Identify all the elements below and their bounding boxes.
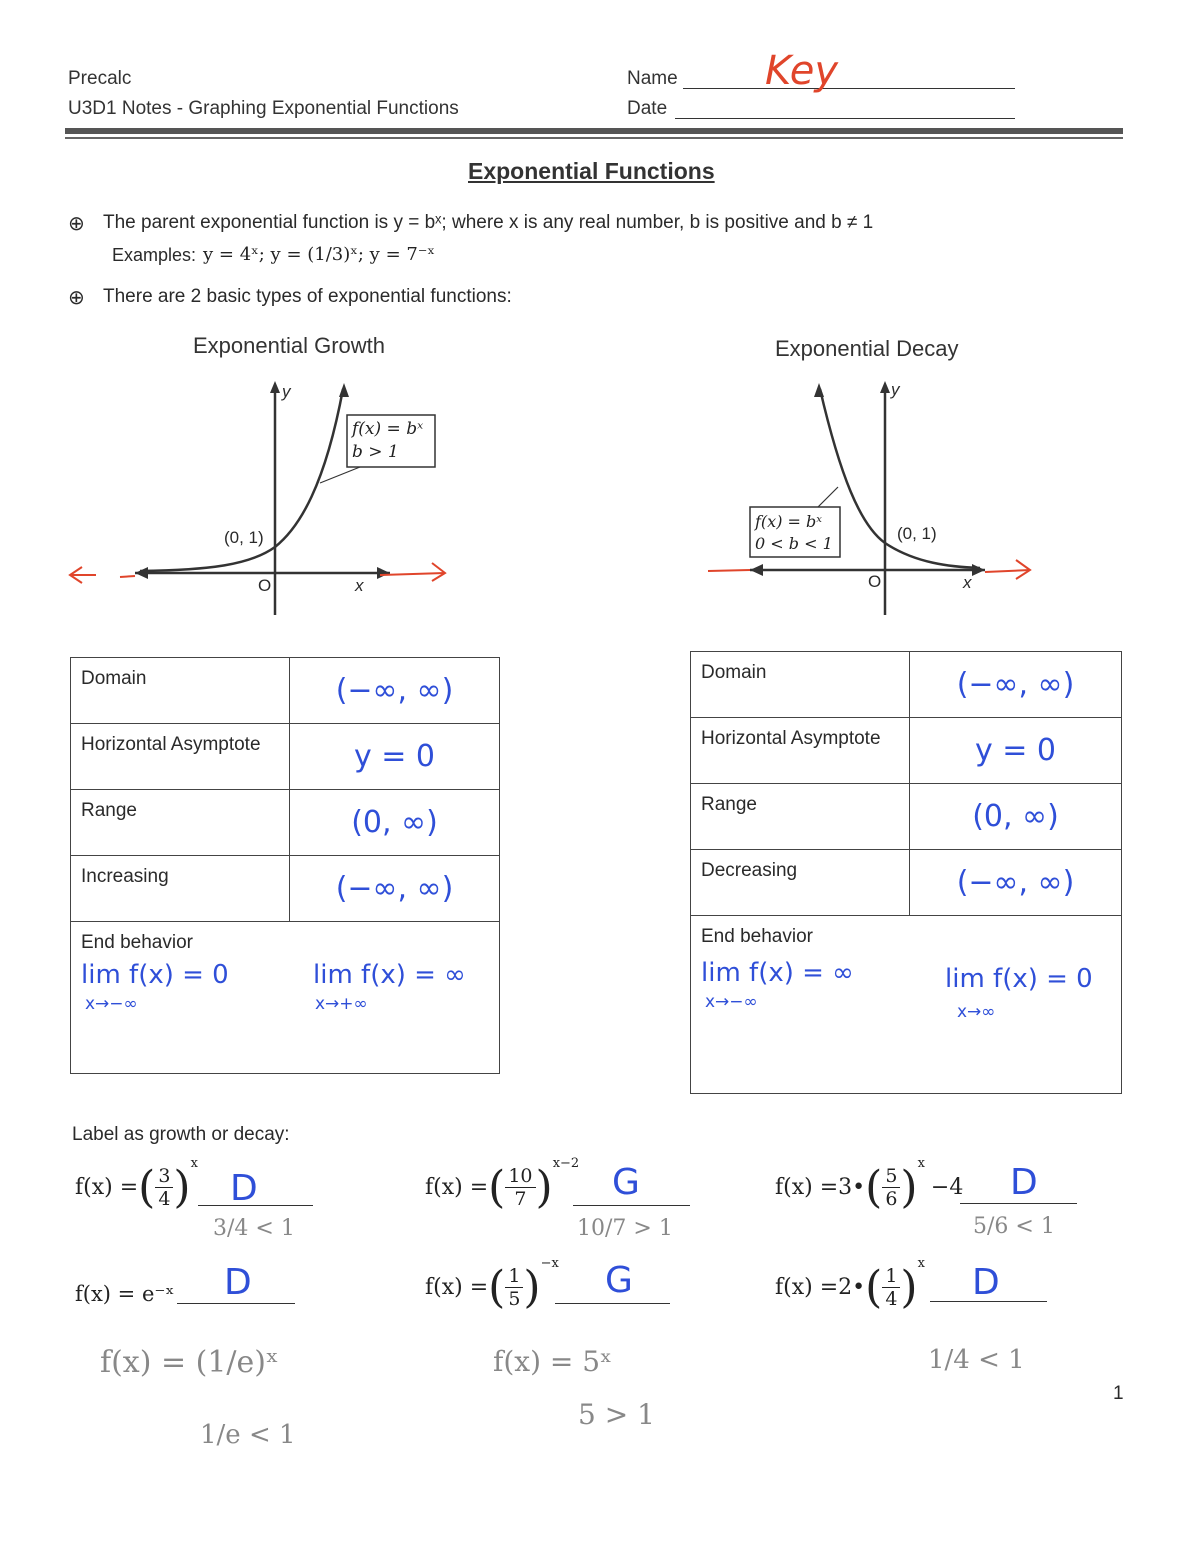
section-title: Exponential Functions (468, 158, 715, 184)
decay-ha-label: Horizontal Asymptote (691, 718, 910, 784)
base-numerator: 10 (505, 1165, 535, 1188)
bullet-icon: ⊕ (68, 287, 85, 309)
decay-end-label: End behavior (701, 926, 813, 947)
exercise-6-answer: D (972, 1262, 1000, 1303)
date-blank[interactable] (675, 118, 1015, 119)
decay-domain-value: (−∞, ∞) (910, 652, 1122, 718)
growth-range-label: Range (71, 790, 290, 856)
exercise-4-work2: 1/e < 1 (200, 1420, 296, 1450)
fx-label: f(x) = (775, 1175, 839, 1200)
decay-end-behavior-cell (691, 916, 1122, 1094)
exercise-5-work1: f(x) = 5ˣ (493, 1345, 612, 1378)
decay-properties-table (690, 651, 1122, 1094)
header-rule-thin (65, 137, 1123, 139)
decay-point-label: (0, 1) (897, 524, 937, 543)
base-denominator: 4 (885, 1288, 898, 1310)
coefficient: 3• (838, 1175, 866, 1200)
exercise-1-expression: f(x) =( $\frac{3}{4}$ )$^x$ (75, 1156, 198, 1213)
growth-properties-table (70, 657, 500, 1074)
exercise-1-answer: D (230, 1168, 258, 1209)
exercise-6-expression: f(x) =2•( $\frac{1}{4}$ )$^x$ (775, 1256, 925, 1313)
base-denominator: 7 (514, 1188, 527, 1210)
exercise-3-expression: f(x) =3•( $\frac{5}{6}$ )$^x$−4 (775, 1156, 964, 1213)
growth-end-behavior-cell (71, 922, 500, 1074)
exponent: x (917, 1256, 925, 1271)
growth-domain-value: (−∞, ∞) (290, 658, 500, 724)
decay-range-value: (0, ∞) (910, 784, 1122, 850)
decay-y-label: y (891, 380, 900, 399)
base-denominator: 6 (885, 1188, 898, 1210)
decay-origin-label: O (868, 572, 882, 591)
constant-term: −4 (930, 1175, 964, 1200)
growth-origin-label: O (258, 576, 272, 595)
exercise-3-blank[interactable] (960, 1203, 1077, 1204)
coefficient: 2• (838, 1275, 866, 1300)
bullet-icon: ⊕ (68, 213, 85, 235)
decay-decreasing-label: Decreasing (691, 850, 910, 916)
decay-box-line1: f(x) = bˣ (755, 512, 822, 531)
decay-title: Exponential Decay (775, 336, 959, 361)
growth-increasing-label: Increasing (71, 856, 290, 922)
base-numerator: 1 (882, 1265, 900, 1288)
base-numerator: 5 (882, 1165, 900, 1188)
date-label: Date (627, 98, 668, 119)
decay-decreasing-value: (−∞, ∞) (910, 850, 1122, 916)
exercise-4-answer: D (224, 1262, 252, 1303)
growth-range-value: (0, ∞) (290, 790, 500, 856)
decay-end-right-sub: x→∞ (957, 1002, 996, 1022)
growth-end-left: lim f(x) = 0 (81, 960, 229, 990)
growth-domain-label: Domain (71, 658, 290, 724)
growth-x-label: x (355, 576, 364, 595)
exponent: x (190, 1156, 198, 1171)
exercise-prompt: Label as growth or decay: (72, 1124, 290, 1145)
header-rule (65, 128, 1123, 134)
fx-label: f(x) = (775, 1275, 839, 1300)
exponent: −x (540, 1256, 559, 1271)
decay-x-label: x (963, 573, 972, 592)
examples-list: y = 4ˣ; y = (1/3)ˣ; y = 7⁻ˣ (203, 244, 435, 265)
growth-ha-label: Horizontal Asymptote (71, 724, 290, 790)
exercise-5-expression: f(x) =( $\frac{1}{5}$ )$^{-x}$ (425, 1256, 559, 1313)
decay-box-line2: 0 < b < 1 (755, 534, 833, 553)
exercise-4-blank[interactable] (177, 1303, 295, 1304)
page-number: 1 (1113, 1383, 1124, 1404)
base-numerator: 1 (505, 1265, 523, 1288)
exercise-4-work1: f(x) = (1/e)ˣ (100, 1345, 279, 1380)
growth-point-label: (0, 1) (224, 528, 264, 547)
course-label: Precalc (68, 68, 132, 89)
fx-label: f(x) = (75, 1175, 139, 1200)
base-denominator: 5 (508, 1288, 521, 1310)
base-numerator: 3 (155, 1165, 173, 1188)
base-denominator: 4 (158, 1188, 171, 1210)
growth-title: Exponential Growth (193, 333, 385, 358)
name-blank[interactable] (683, 88, 1015, 89)
name-value: Key (765, 48, 839, 94)
growth-end-label: End behavior (81, 932, 193, 953)
growth-end-right: lim f(x) = ∞ (313, 960, 466, 990)
fx-label: f(x) = (425, 1175, 489, 1200)
growth-end-left-sub: x→−∞ (85, 994, 138, 1014)
decay-end-right: lim f(x) = 0 (945, 964, 1093, 994)
name-label: Name (627, 68, 678, 89)
examples-label: Examples: (112, 245, 197, 265)
fx-label: f(x) = (425, 1275, 489, 1300)
growth-increasing-value: (−∞, ∞) (290, 856, 500, 922)
exercise-2-answer: G (612, 1162, 640, 1203)
exercise-3-answer: D (1010, 1162, 1038, 1203)
notes-title: U3D1 Notes - Graphing Exponential Functions (68, 98, 459, 119)
growth-y-label: y (282, 382, 291, 401)
decay-end-left-sub: x→−∞ (705, 992, 758, 1012)
exercise-3-note: 5/6 < 1 (973, 1214, 1055, 1239)
exercise-4-expression: f(x) = e⁻ˣ (75, 1282, 175, 1306)
exercise-2-note: 10/7 > 1 (577, 1216, 673, 1241)
exercise-5-work2: 5 > 1 (578, 1398, 655, 1431)
growth-box-line2: b > 1 (352, 442, 399, 462)
exponent: x−2 (552, 1156, 580, 1171)
decay-range-label: Range (691, 784, 910, 850)
exercise-5-answer: G (605, 1260, 633, 1301)
bullet-two-types: There are 2 basic types of exponential functions: (103, 286, 512, 307)
exercise-1-note: 3/4 < 1 (213, 1216, 295, 1241)
exercise-2-expression: f(x) =( $\frac{10}{7}$ )$^{x-2}$ (425, 1156, 580, 1213)
exponent: x (917, 1156, 925, 1171)
growth-box-line1: f(x) = bˣ (352, 419, 424, 439)
exercise-2-blank[interactable] (573, 1205, 690, 1206)
growth-ha-value: y = 0 (290, 724, 500, 790)
decay-domain-label: Domain (691, 652, 910, 718)
bullet-parent-function: The parent exponential function is y = bˣ; where x is any real number, b is positive and b ≠ 1 (103, 212, 874, 233)
exercise-5-blank[interactable] (555, 1303, 670, 1304)
decay-end-left: lim f(x) = ∞ (701, 958, 854, 988)
exercise-6-work1: 1/4 < 1 (928, 1345, 1025, 1375)
decay-ha-value: y = 0 (910, 718, 1122, 784)
growth-end-right-sub: x→+∞ (315, 994, 368, 1014)
